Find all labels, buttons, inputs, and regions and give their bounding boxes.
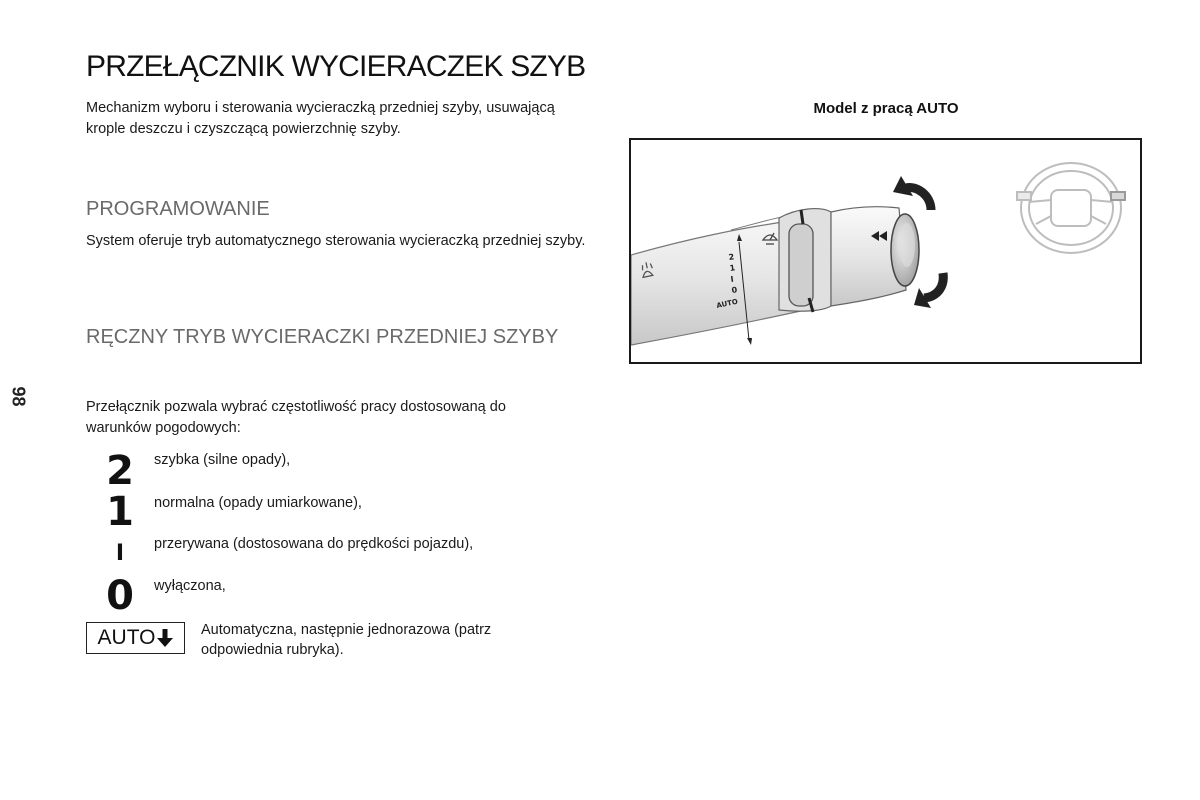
speed-1-label: normalna (opady umiarkowane), [154,495,362,511]
speed-2-label: szybka (silne opady), [154,452,291,468]
stalk-mark-i: I [730,274,735,284]
intro-paragraph: Mechanizm wyboru i sterowania wycieraczką przedniej szyby, usuwającą krople deszczu i czyszczącą powierzchnię szyby. [86,100,555,137]
stalk-mark-0: 0 [731,285,738,295]
off-symbol: 0 [106,573,134,619]
speed-1-symbol: 1 [106,489,134,535]
stalk-end-knob [831,207,919,306]
intermittent-label: przerywana (dostosowana do prędkości pojazdu), [154,536,474,552]
programming-heading: PROGRAMOWANIE [86,198,270,220]
rotate-down-arrow-icon [914,273,943,308]
selector-ring [779,209,831,312]
manual-mode-paragraph: Przełącznik pozwala wybrać częstotliwość pracy dostosowaną do warunków pogodowych: [86,399,506,436]
figure-caption: Model z pracą AUTO [813,100,959,117]
programming-paragraph: System oferuje tryb automatycznego sterowania wycieraczką przedniej szyby. [86,233,586,249]
stalk-mark-1: 1 [729,263,736,273]
stalk-mark-2: 2 [728,252,735,262]
speed-2-symbol: 2 [106,448,134,494]
manual-mode-heading: RĘCZNY TRYB WYCIERACZKI PRZEDNIEJ SZYBY [86,326,559,348]
auto-label: Automatyczna, następnie jednorazowa (patrz odpowiednia rubryka). [201,622,492,658]
intermittent-symbol: I [115,541,125,566]
off-label: wyłączona, [154,578,226,594]
auto-symbol-box [86,622,185,654]
wiper-stalk-illustration [629,138,1142,364]
page-title: PRZEŁĄCZNIK WYCIERACZEK SZYB [86,50,586,83]
stalk-mark-auto: AUTO [715,297,739,310]
arrow-down-icon [157,628,173,648]
steering-wheel-icon [1017,163,1125,253]
page-number: 98 [8,386,29,407]
auto-symbol-text: AUTO [97,626,156,649]
rotate-up-arrow-icon [893,176,931,210]
